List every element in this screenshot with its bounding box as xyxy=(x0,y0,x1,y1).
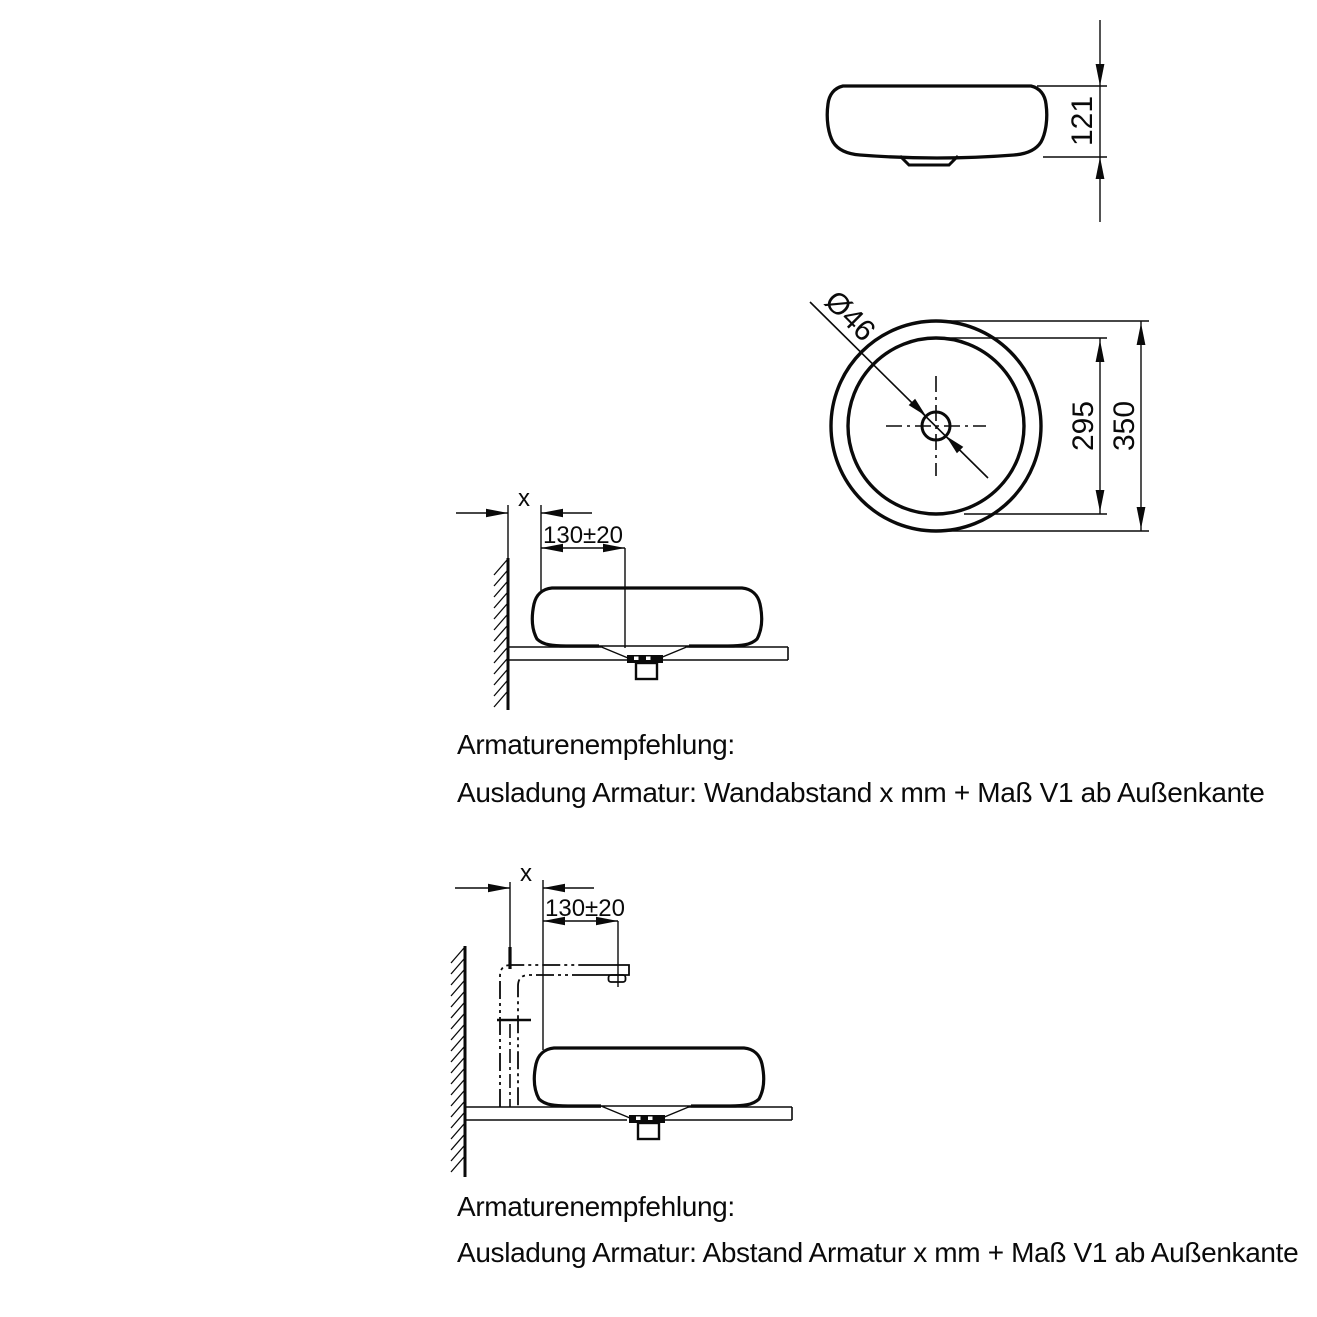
arrow-right-icon xyxy=(488,884,510,892)
arrow-right-icon xyxy=(486,509,508,517)
arrow-down-icon xyxy=(1137,507,1146,529)
arrow-down-icon xyxy=(1096,64,1105,86)
note-1-heading: Armaturenempfehlung: xyxy=(457,729,735,760)
front-elevation-view xyxy=(827,20,1107,222)
basin-side-outline xyxy=(534,1048,763,1139)
dim-130-label: 130±20 xyxy=(545,895,625,922)
note-2-body: Ausladung Armatur: Abstand Armatur x mm + Maß V1 ab Außenkante xyxy=(457,1237,1299,1268)
faucet-phantom-outline xyxy=(500,965,590,1107)
arrow-up-icon xyxy=(1137,323,1146,345)
wall-hatching xyxy=(451,948,464,1172)
dim-130-label: 130±20 xyxy=(543,522,623,549)
basin-front-outline xyxy=(827,86,1047,158)
wall-hatching xyxy=(494,560,507,707)
note-2-heading: Armaturenempfehlung: xyxy=(457,1191,735,1222)
side-view-faucet xyxy=(451,860,792,1177)
arrow-up-icon xyxy=(1096,157,1105,179)
dim-x-label: x xyxy=(518,485,530,512)
arrow-up-icon xyxy=(1096,340,1105,362)
arrow-down-icon xyxy=(1096,490,1105,512)
dim-350-label: 350 xyxy=(1108,400,1141,452)
note-1-body: Ausladung Armatur: Wandabstand x mm + Maß V1 ab Außenkante xyxy=(457,777,1265,808)
top-plan-view xyxy=(810,285,1149,531)
side-view-wall xyxy=(456,485,788,710)
arrow-left-icon xyxy=(543,884,565,892)
dim-diameter-label: Ø46 xyxy=(818,284,882,348)
dim-x-label: x xyxy=(520,860,532,887)
basin-side-outline xyxy=(532,588,761,679)
arrow-left-icon xyxy=(541,509,563,517)
dim-295-label: 295 xyxy=(1067,400,1100,452)
faucet-spout-tip xyxy=(590,965,629,975)
spout-outlet xyxy=(609,975,626,982)
dim-121-label: 121 xyxy=(1066,95,1099,147)
